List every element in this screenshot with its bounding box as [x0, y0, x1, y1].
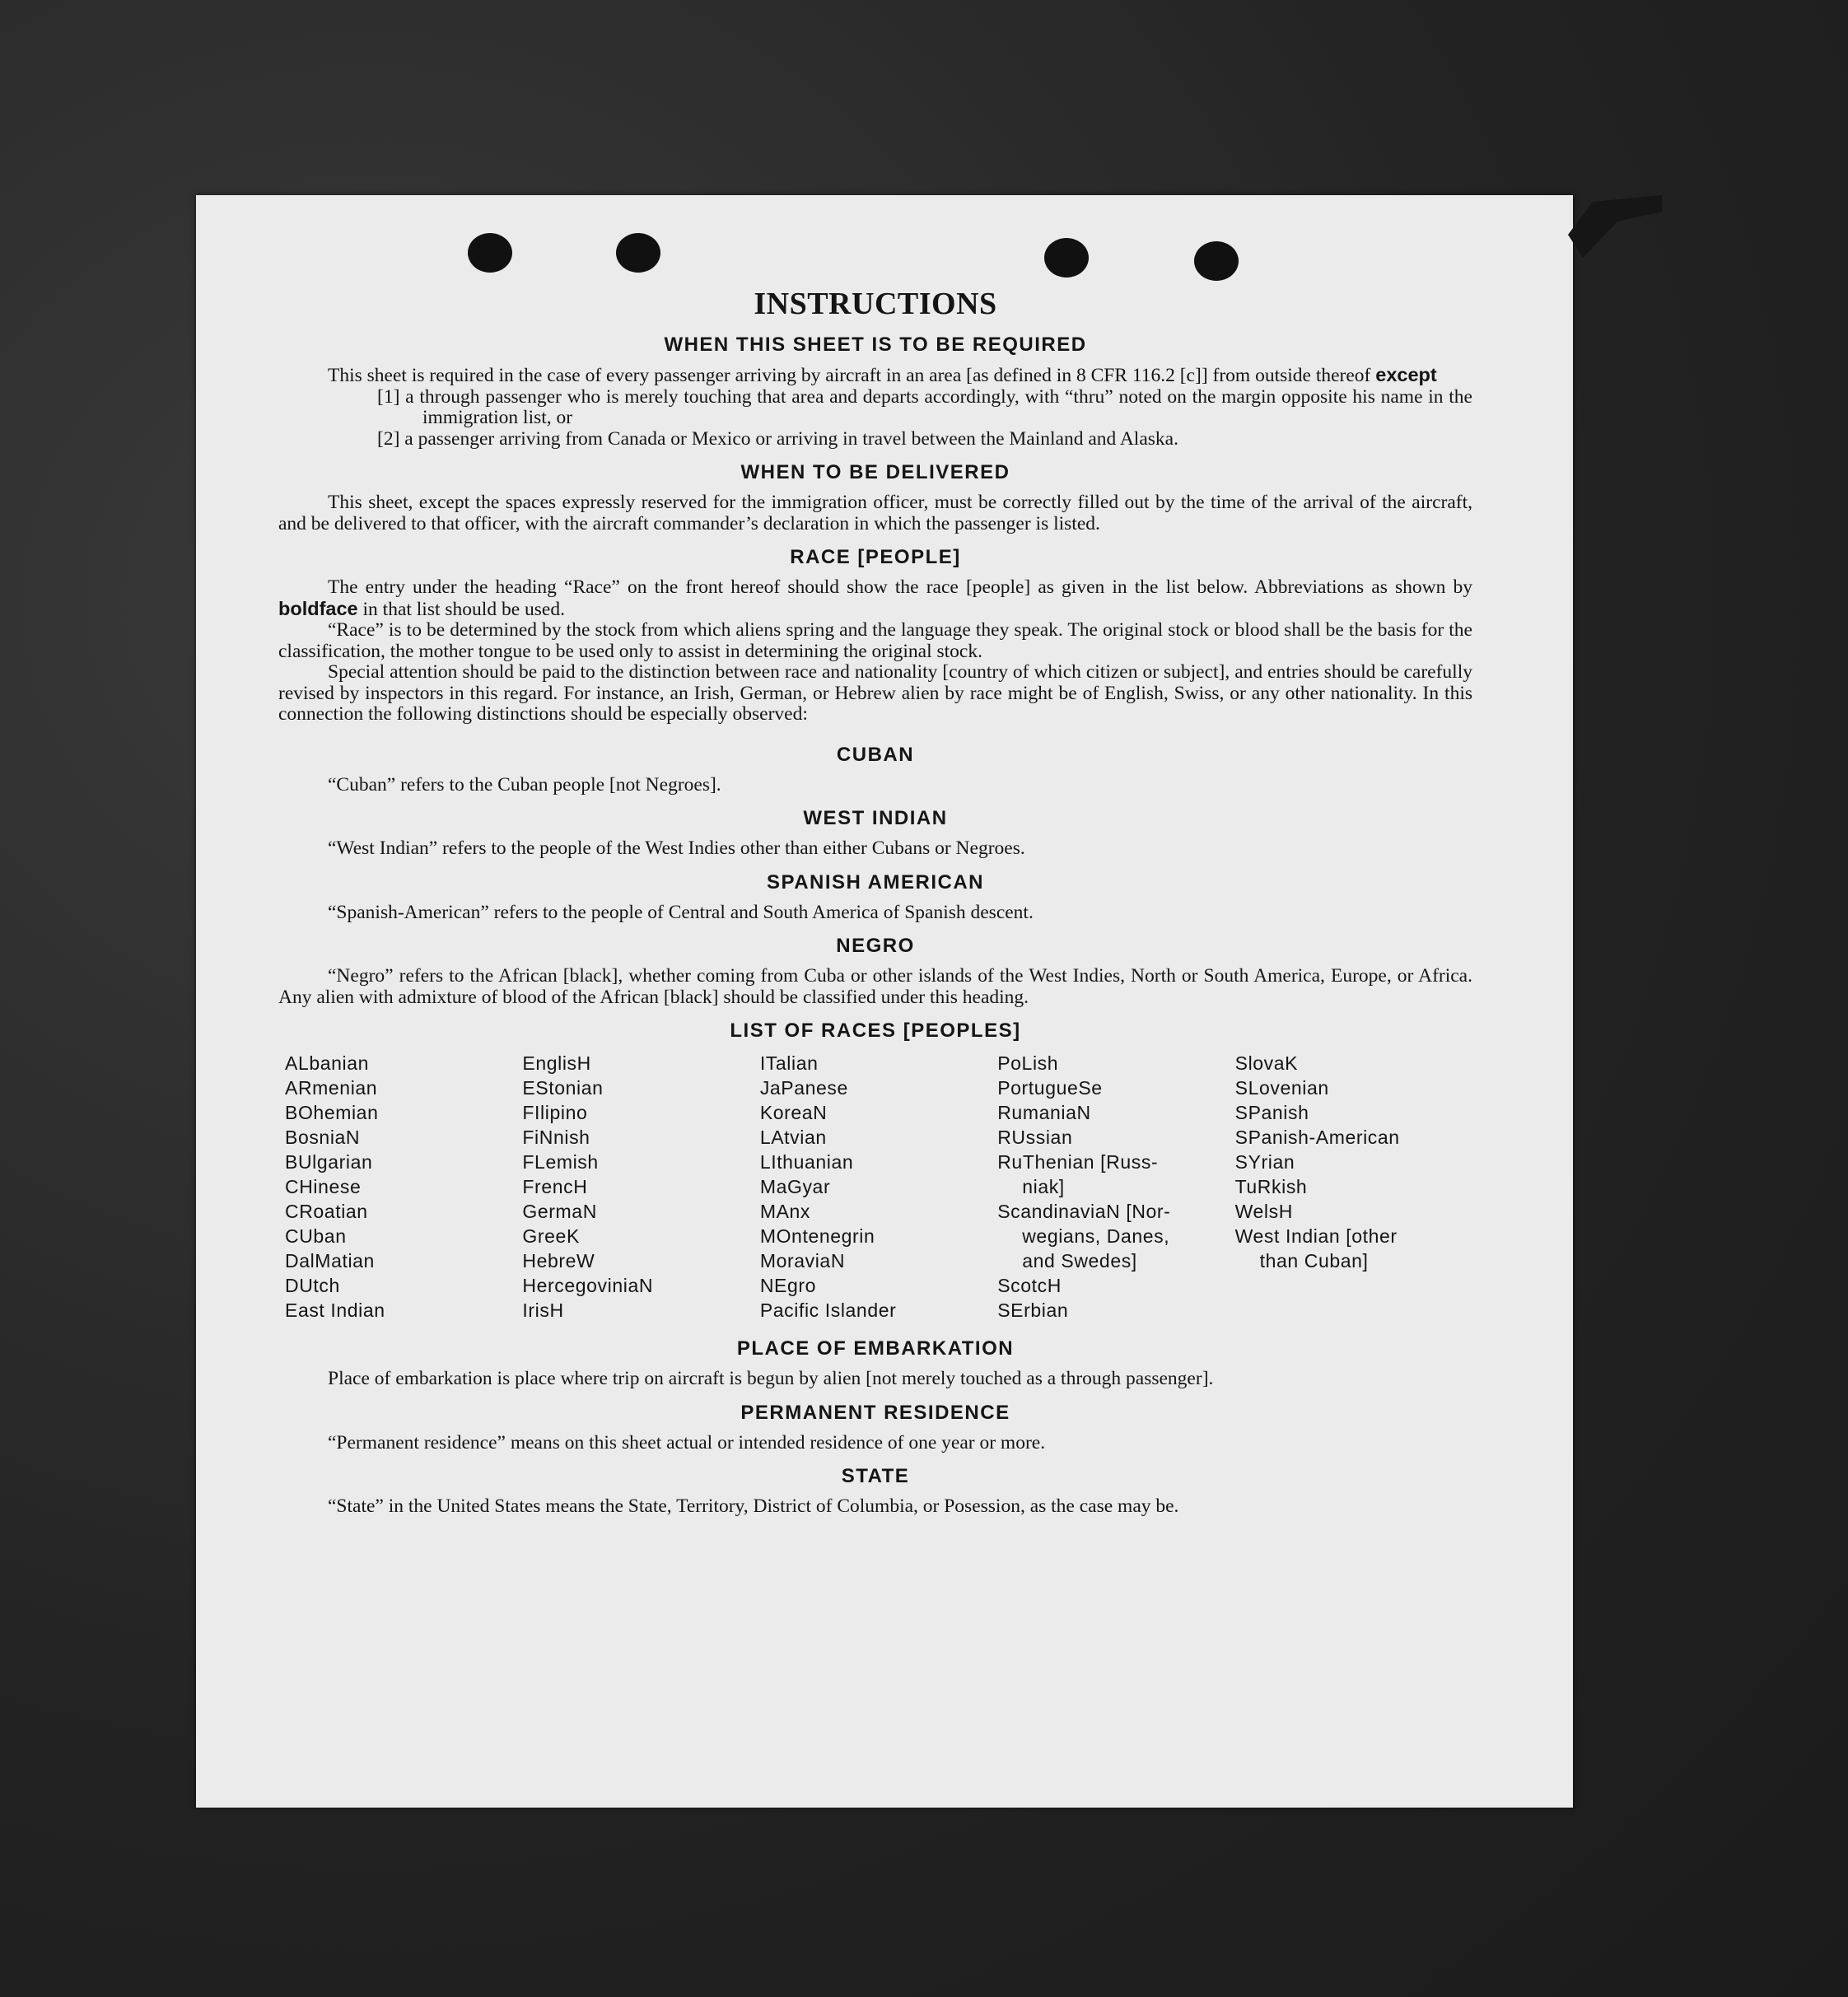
race-entry: MOntenegrin — [759, 1225, 875, 1247]
section-heading: WHEN THIS SHEET IS TO BE REQUIRED — [664, 334, 1087, 356]
punch-hole — [1044, 238, 1089, 278]
race-entry: LIthuanian — [759, 1151, 854, 1173]
race-entry: Pacific Islander — [759, 1299, 897, 1321]
section-heading: RACE [PEOPLE] — [790, 546, 961, 568]
paragraph: Place of embarkation is place where trip on aircraft is begun by alien [not merely touched as a through passenger]. — [328, 1368, 1214, 1389]
race-entry: MaGyar — [759, 1176, 831, 1197]
paragraph: “Cuban” refers to the Cuban people [not Negroes]. — [328, 773, 721, 796]
paragraph: “West Indian” refers to the people of the West Indies other than either Cubans or Negroes. — [328, 838, 1025, 859]
paragraph: “Spanish-American” refers to the people of Central and South America of Spanish descent. — [328, 901, 1034, 923]
race-entry: WelsH — [1234, 1201, 1293, 1222]
race-entry: LAtvian — [759, 1127, 827, 1148]
instructions-content — [278, 286, 1472, 1518]
race-entry: SLovenian — [1234, 1077, 1329, 1099]
race-entry: HercegoviniaN — [522, 1275, 654, 1296]
paragraph: “Negro” refers to the African [black], whether coming from Cuba or other islands of the West Indies, North or South America, Europe, or Africa. Any alien with admixture of blood of the African [black] should be classified under this heading. — [278, 965, 1472, 1008]
race-entry: West Indian [other — [1234, 1225, 1398, 1247]
race-entry: ScandinaviaN [Nor- — [997, 1201, 1171, 1222]
race-entry: FIlipino — [522, 1102, 588, 1123]
page-title: INSTRUCTIONS — [754, 287, 997, 321]
race-list — [285, 1051, 1472, 1323]
section-heading: SPANISH AMERICAN — [766, 870, 984, 894]
document-page — [196, 195, 1573, 1808]
race-entry: KoreaN — [759, 1102, 828, 1123]
section-heading: NEGRO — [836, 935, 915, 957]
section-heading: PLACE OF EMBARKATION — [736, 1337, 1015, 1360]
race-entry: IrisH — [522, 1299, 564, 1321]
race-entry: HebreW — [522, 1250, 595, 1271]
punch-hole — [1194, 241, 1239, 281]
race-entry: than Cuban] — [1259, 1250, 1369, 1271]
race-entry: RUssian — [997, 1127, 1073, 1148]
race-entry: FrencH — [522, 1176, 588, 1197]
race-entry: niak] — [1022, 1176, 1065, 1197]
race-entry: PoLish — [997, 1052, 1059, 1074]
race-entry: NEgro — [759, 1275, 817, 1296]
race-entry: ARmenian — [285, 1077, 378, 1099]
race-entry: FiNnish — [522, 1127, 590, 1148]
race-entry: RumaniaN — [997, 1102, 1091, 1123]
race-entry: CHinese — [285, 1176, 362, 1197]
paragraph: “Permanent residence” means on this sheet actual or intended residence of one year or more. — [328, 1431, 1046, 1453]
paragraph: “State” in the United States means the State, Territory, District of Columbia, or Posession, as the case may be. — [328, 1495, 1179, 1517]
race-entry: and Swedes] — [1022, 1250, 1137, 1271]
section-heading: WHEN TO BE DELIVERED — [740, 461, 1010, 483]
race-column — [760, 1051, 997, 1323]
race-column — [522, 1051, 759, 1323]
race-entry: BUlgarian — [285, 1151, 373, 1173]
punch-hole — [468, 233, 512, 273]
paragraph: Special attention should be paid to the distinction between race and nationality [country of which citizen or subject], and entries should be carefully revised by inspectors in this regard. For instance, an Irish, German, or Hebrew alien by race might be of English, Swiss, or any other nationality. In this connection the following distinctions should be especially observed: — [278, 661, 1472, 725]
paragraph: This sheet, except the spaces expressly reserved for the immigration officer, must be correctly filled out by the time of the arrival of the aircraft, and be delivered to that officer, with the aircraft commander’s declaration in which the passenger is listed. — [278, 492, 1472, 534]
race-entry: GermaN — [522, 1201, 597, 1222]
race-entry: BosniaN — [285, 1127, 361, 1148]
race-entry: MAnx — [759, 1201, 811, 1222]
section-heading: STATE — [841, 1465, 910, 1487]
race-entry: CRoatian — [285, 1201, 368, 1222]
race-entry: PortugueSe — [997, 1077, 1103, 1099]
race-entry: wegians, Danes, — [1022, 1225, 1170, 1247]
race-entry: DalMatian — [285, 1250, 375, 1271]
section-heading: LIST OF RACES [PEOPLES] — [730, 1019, 1021, 1042]
list-item: [1] a through passenger who is merely touching that area and departs accordingly, with “thru” noted on the margin opposite his name in the immigration list, or — [377, 385, 1472, 428]
race-entry: ScotcH — [997, 1275, 1062, 1296]
race-entry: CUban — [285, 1225, 347, 1247]
paragraph: This sheet is required in the case of every passenger arriving by aircraft in an area [as defined in 8 CFR 116.2 [c]] from outside thereof except — [328, 364, 1437, 386]
race-entry: ITalian — [759, 1052, 819, 1074]
punch-hole — [616, 233, 660, 273]
race-entry: BOhemian — [285, 1102, 379, 1123]
race-column — [285, 1051, 522, 1323]
race-entry: SYrian — [1234, 1151, 1295, 1173]
race-entry: SPanish — [1234, 1102, 1309, 1123]
race-entry: MoraviaN — [759, 1250, 846, 1271]
race-entry: TuRkish — [1234, 1176, 1308, 1197]
race-column — [997, 1051, 1234, 1323]
race-entry: RuThenian [Russ- — [997, 1151, 1159, 1173]
race-entry: SPanish-American — [1234, 1127, 1400, 1148]
race-entry: GreeK — [522, 1225, 580, 1247]
race-entry: DUtch — [285, 1275, 340, 1296]
race-column — [1235, 1051, 1472, 1323]
race-entry: SErbian — [997, 1299, 1069, 1321]
list-item: [2] a passenger arriving from Canada or Mexico or arriving in travel between the Mainland and Alaska. — [377, 427, 1178, 450]
race-entry: ALbanian — [285, 1052, 369, 1074]
section-heading: PERMANENT RESIDENCE — [740, 1401, 1010, 1424]
paragraph: The entry under the heading “Race” on the front hereof should show the race [people] as given in the list below. Abbreviations as shown by boldface in that list should be used. — [278, 576, 1472, 620]
race-entry: EnglisH — [522, 1052, 591, 1074]
section-heading: WEST INDIAN — [803, 807, 948, 829]
race-entry: EStonian — [522, 1077, 604, 1099]
section-heading: CUBAN — [836, 743, 915, 766]
race-entry: SlovaK — [1234, 1052, 1299, 1074]
race-entry: East Indian — [285, 1299, 385, 1321]
paragraph: “Race” is to be determined by the stock from which aliens spring and the language they speak. The original stock or blood shall be the basis for the classification, the mother tongue to be used only to assist in determining the original stock. — [278, 619, 1472, 662]
race-entry: JaPanese — [759, 1077, 848, 1099]
race-entry: FLemish — [522, 1151, 599, 1173]
